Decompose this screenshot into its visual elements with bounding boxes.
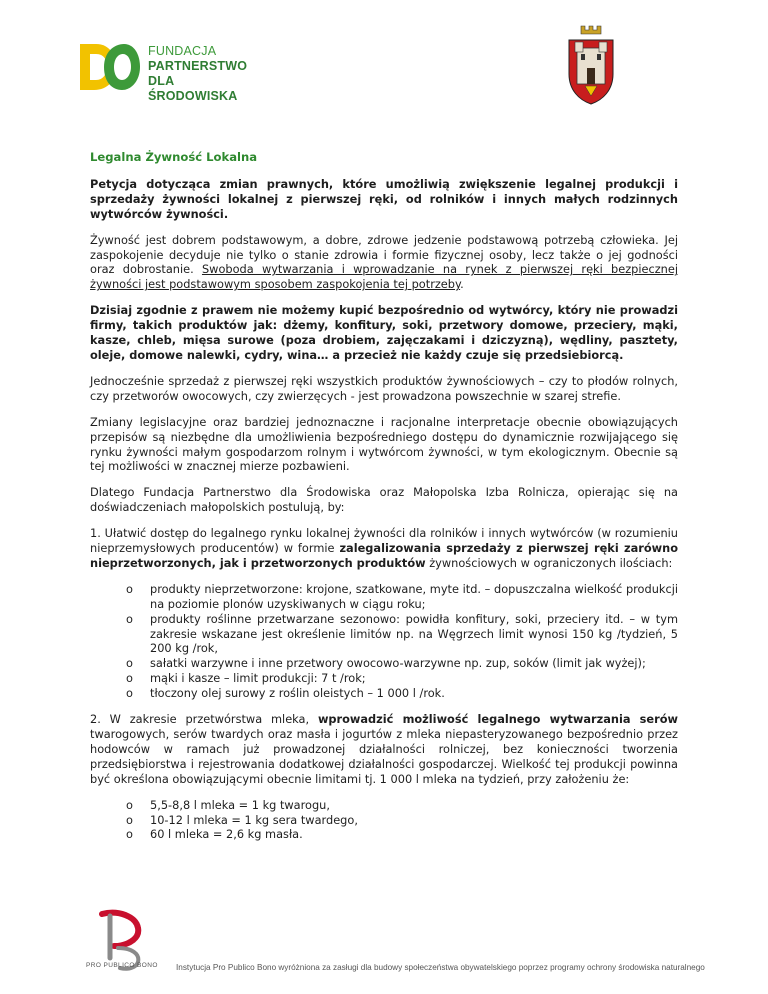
paragraph-3: Jednocześnie sprzedaż z pierwszej ręki wszystkich produktów żywnościowych – czy to płodów rolnych, czy przetworów owocowych, czy zwierzęcych - jest prowadzona powszechnie w szarej strefie. <box>90 373 678 403</box>
bullet-marker: o <box>126 611 133 626</box>
point-1 <box>90 526 678 571</box>
point-1-start: 1. Ułatwić dostęp do legalnego rynku lokalnej żywności dla rolników i innych wytwórców (w rozumieniu nieprzemysłowych producentów) w formie <box>90 526 678 556</box>
fundacja-line-1: FUNDACJA <box>148 44 217 58</box>
fundacja-logo <box>76 38 266 103</box>
list-item-text: 60 l mleka = 2,6 kg masła. <box>150 827 303 842</box>
list-item-text: 10-12 l mleka = 1 kg sera twardego, <box>150 812 358 827</box>
petition-subtitle: Petycja dotycząca zmian prawnych, które umożliwią zwiększenie legalnej produkcji i sprzedaży żywności lokalnej z pierwszej ręki, od rolników i innych małych rodzinnych wytwórców żywności. <box>90 176 678 221</box>
pro-publico-bono-logo-icon <box>88 908 158 988</box>
fundacja-line-3: DLA ŚRODOWISKA <box>148 74 238 103</box>
bullet-marker: o <box>126 581 133 596</box>
page-footer <box>0 900 768 994</box>
paragraph-2 <box>90 303 678 363</box>
list-item-text: sałatki warzywne i inne przetwory owocowo-warzywne np. zup, soków (limit jak wyżej); <box>150 656 646 671</box>
fundacja-line-2: PARTNERSTWO <box>148 59 248 73</box>
list-item <box>90 686 678 701</box>
list-item <box>90 656 678 671</box>
bullet-marker: o <box>126 827 133 842</box>
point-1-end: żywnościowych w ograniczonych ilościach: <box>425 555 673 570</box>
footer-caption: Instytucja Pro Publico Bono wyróżniona za zasługi dla budowy społeczeństwa obywatelskiego poprzez programy ochrony środowiska naturalnego <box>176 963 705 972</box>
paragraph-1-text: Żywność jest dobrem podstawowym, a dobre, zdrowe jedzenie podstawową potrzebą człowieka. Jej zaspokojenie decyduje nie tylko o stanie zdrowia i formie fizycznej osoby, lecz także o jej godności oraz dobrostanie. <box>90 232 678 277</box>
list-item <box>90 827 678 842</box>
bullet-marker: o <box>126 686 133 701</box>
paragraph-1 <box>90 233 678 293</box>
list-item <box>90 671 678 686</box>
paragraph-4: Zmiany legislacyjne oraz bardziej jednoznaczne i racjonalne interpretacje obecnie obowiązujących przepisów są niezbędne dla umożliwienia bezpośredniego dostępu do dynamicznie rozwijającego się rynku żywności małym gospodarzom rolnym i wytwórcom żywności, w tym ekologicznym. Obecnie są tej możliwości w znacznej mierze pozbawieni. <box>90 414 678 474</box>
paragraph-5: Dlatego Fundacja Partnerstwo dla Środowiska oraz Małopolska Izba Rolnicza, opierając się na doświadczeniach małopolskich postulują, by: <box>90 485 678 515</box>
list-item <box>90 813 678 828</box>
point-1-list <box>90 582 678 701</box>
bullet-marker: o <box>126 812 133 827</box>
point-2 <box>90 712 678 787</box>
paragraph-1-end: . <box>460 277 464 292</box>
paragraph-1-underlined: Swoboda wytwarzania i wprowadzanie na rynek z pierwszej ręki bezpiecznej żywności jest podstawowym sposobem zaspokojenia tej potrzeby <box>90 262 679 292</box>
point-2-start: 2. W zakresie przetwórstwa mleka, <box>90 712 318 727</box>
krakow-crest-icon <box>567 24 615 106</box>
list-item-text: produkty nieprzetworzone: krojone, szatkowane, myte itd. – dopuszczalna wielkość produkcji na poziomie plonów uzyskiwanych w ciągu roku; <box>150 581 678 611</box>
list-item-text: tłoczony olej surowy z roślin oleistych – 1 000 l /rok. <box>150 686 445 701</box>
ppb-label: PRO PUBLICO BONO <box>86 962 158 969</box>
list-item-text: mąki i kasze – limit produkcji: 7 t /rok; <box>150 671 366 686</box>
bullet-marker: o <box>126 656 133 671</box>
bullet-marker: o <box>126 671 133 686</box>
paragraph-2-bold: Dzisiaj zgodnie z prawem nie możemy kupić bezpośrednio od wytwórcy, który nie prowadzi firmy, takich produktów jak: dżemy, konfitury, soki, przetwory domowe, przeciery, mąki, kasze, chleb, mięsa surowe (poza drobiem, zajęczakami i dziczyzną), wędliny, pasztety, oleje, domowe nalewki, cydry, wina… a przecież nie każdy czuje się przedsiebiorcą. <box>90 303 678 362</box>
list-item <box>90 582 678 612</box>
bullet-marker: o <box>126 797 133 812</box>
point-2-end: twarogowych, serów twardych oraz masła i jogurtów z mleka niepasteryzowanego bezpośrednio przez hodowców w ramach już prowadzonej działalności rolniczej, bez konieczności tworzenia przedsiębiorstwa i rejestrowania dodatkowej działalności gospodarczej. Wielkość tej produkcji powinna być określona obowiązującymi obecnie limitami tj. 1 000 l mleka na tydzień, przy założeniu że: <box>90 727 678 786</box>
list-item-text: produkty roślinne przetwarzane sezonowo: powidła konfitury, soki, przeciery itd. – w tym zakresie wskazane jest określenie limitów np. na Węgrzech limit wynosi 150 kg /tydzień, 5 200 kg /rok, <box>150 611 678 656</box>
list-item <box>90 612 678 657</box>
point-1-bold: zalegalizowania sprzedaży z pierwszej ręki zarówno nieprzetworzonych, jak i przetworzonych produktów <box>90 541 678 570</box>
fundacja-mark-icon <box>76 38 142 96</box>
point-2-list <box>90 798 678 843</box>
petition-document <box>90 150 678 853</box>
list-item-text: 5,5-8,8 l mleka = 1 kg twarogu, <box>150 797 330 812</box>
page-title: Legalna Żywność Lokalna <box>90 150 258 164</box>
point-2-bold: wprowadzić możliwość legalnego wytwarzania serów <box>317 712 678 727</box>
list-item <box>90 798 678 813</box>
page-header <box>0 0 768 120</box>
